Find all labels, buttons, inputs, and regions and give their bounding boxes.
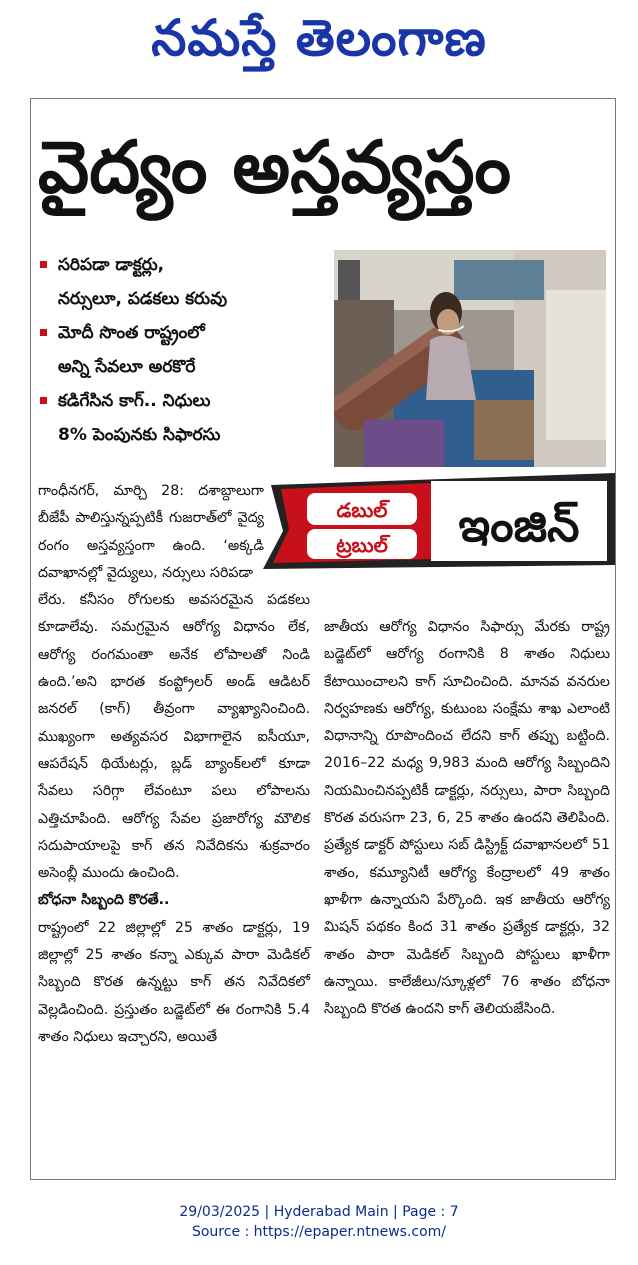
bullet-square-icon <box>40 397 47 404</box>
article-column-1 <box>38 478 310 1051</box>
bullet-item <box>38 384 330 452</box>
news-photo <box>334 250 606 467</box>
article-column-2 <box>324 614 610 1023</box>
bullet-line: సరిపడా డాక్టర్లు, <box>58 255 165 275</box>
bullet-item <box>38 248 330 316</box>
bullet-line: నర్సులూ, పడకలు కరువు <box>58 289 228 309</box>
double-trouble-banner <box>263 467 615 569</box>
masthead: నమస్తే తెలంగాణ <box>151 9 487 67</box>
banner-graphic <box>263 467 615 569</box>
highlight-bullets <box>38 248 330 452</box>
bullet-line: 8% పెంపునకు సిఫారసు <box>58 425 221 445</box>
bullet-square-icon <box>40 261 47 268</box>
headline: వైద్యం అస్తవ్యస్తం <box>38 125 512 209</box>
article-paragraph: రాష్ట్రంలో 22 జిల్లాల్లో 25 శాతం డాక్టర్లు, 19 జిల్లాల్లో 25 శాతం కన్నా ఎక్కువ పారా మెడికల్‌ సిబ్బంది కొరత ఉన్నట్టు కాగ్‌ తన నివేదికలో వెల్లడించింది. ప్రస్తుతం బడ్జెట్‌లో ఈ రంగానికి 5.4 శాతం నిధులు ఇచ్చారని, అయితే <box>38 919 310 1045</box>
bullet-line: మోదీ సొంత రాష్ట్రంలో <box>58 323 205 343</box>
article-paragraph: గాంధీనగర్‌, మార్చి 28: దశాబ్దాలుగా బీజేపీ పాలిస్తున్నప్పటికీ గుజరాత్‌లో వైద్య రంగం అస్తవ్యస్తంగా ఉంది. ‘అక్కడి దవాఖానల్లో వైద్యులు, నర్సులు సరిపడా <box>38 483 264 581</box>
bullet-line: కడిగేసిన కాగ్‌.. నిధులు <box>58 391 211 411</box>
banner-trouble-text: ట్రబుల్ <box>336 533 388 557</box>
bullet-line: అన్ని సేవలూ అరకొరే <box>58 357 196 377</box>
article-paragraph: లేరు. కనీసం రోగులకు అవసరమైన పడకలు కూడాలేవు. సమగ్రమైన ఆరోగ్య విధానం లేక, ఆరోగ్య రంగమంతా అనేక లోపాలతో నిండి ఉంది.’అని భారత కంప్ట్రోలర్‌ అండ్‌ ఆడిటర్‌ జనరల్‌ (కాగ్‌) తీవ్రంగా వ్యాఖ్యానించింది. ముఖ్యంగా అత్యవసర విభాగాలైన ఐసీయూ, ఆపరేషన్‌ థియేటర్లు, బ్లడ్‌ బ్యాంక్‌లలో కూడా సేవలు సరిగ్గా లేవంటూ పలు లోపాలను ఎత్తిచూపింది. ఆరోగ్య సేవల ప్రజారోగ్య మౌలిక సదుపాయాలపై కాగ్‌ తన నివేదికను శుక్రవారం అసెంబ్లీ ముందు ఉంచింది. <box>38 592 310 882</box>
article-paragraph: జాతీయ ఆరోగ్య విధానం సిఫార్సు మేరకు రాష్ట్ర బడ్జెట్‌లో ఆరోగ్య రంగానికి 8 శాతం నిధులు కేటాయించాలని కాగ్‌ సూచించింది. మానవ వనరుల నిర్వహణకు ఆరోగ్య, కుటుంబ సంక్షేమ శాఖ ఎలాంటి విధానాన్ని రూపొందించ లేదని కాగ్‌ తప్పు బట్టింది. 2016–22 మధ్య 9,983 మంది ఆరోగ్య సిబ్బందిని నియమించినప్పటికీ డాక్టర్లు, నర్సులు, పారా సిబ్బంది కొరత వరుసగా 23, 6, 25 శాతం ఉందని తెలిపింది. ప్రత్యేక డాక్టర్‌ పోస్టులు సబ్‌ డిస్ట్రిక్ట్‌ దవాఖానలలో 51 శాతం, కమ్యూనిటీ ఆరోగ్య కేంద్రాలలో 49 శాతం ఖాళీగా ఉన్నాయని పేర్కొంది. ఇక జాతీయ ఆరోగ్య మిషన్‌ పథకం కింద 31 శాతం ప్రత్యేక డాక్టర్లు, 32 శాతం పారా మెడికల్‌ సిబ్బంది పోస్టులు ఖాళీగా ఉన్నాయి. కాలేజీలు/స్కూళ్లలో 76 శాతం బోధనా సిబ్బంది కొరత ఉందని కాగ్‌ తెలియజేసింది. <box>324 619 610 1018</box>
source-link[interactable]: Source : https://epaper.ntnews.com/ <box>191 1224 447 1240</box>
bullet-item <box>38 316 330 384</box>
article-subheading: బోధనా సిబ్బంది కొరతే.. <box>38 892 170 909</box>
banner-double-text: డబుల్ <box>336 498 388 522</box>
patient-in-car-photo <box>334 250 606 467</box>
banner-engine-text: ఇంజిన్‌ <box>458 498 580 552</box>
page-footer <box>0 1202 638 1242</box>
bullet-square-icon <box>40 329 47 336</box>
edition-info: 29/03/2025 | Hyderabad Main | Page : 7 <box>179 1204 459 1220</box>
